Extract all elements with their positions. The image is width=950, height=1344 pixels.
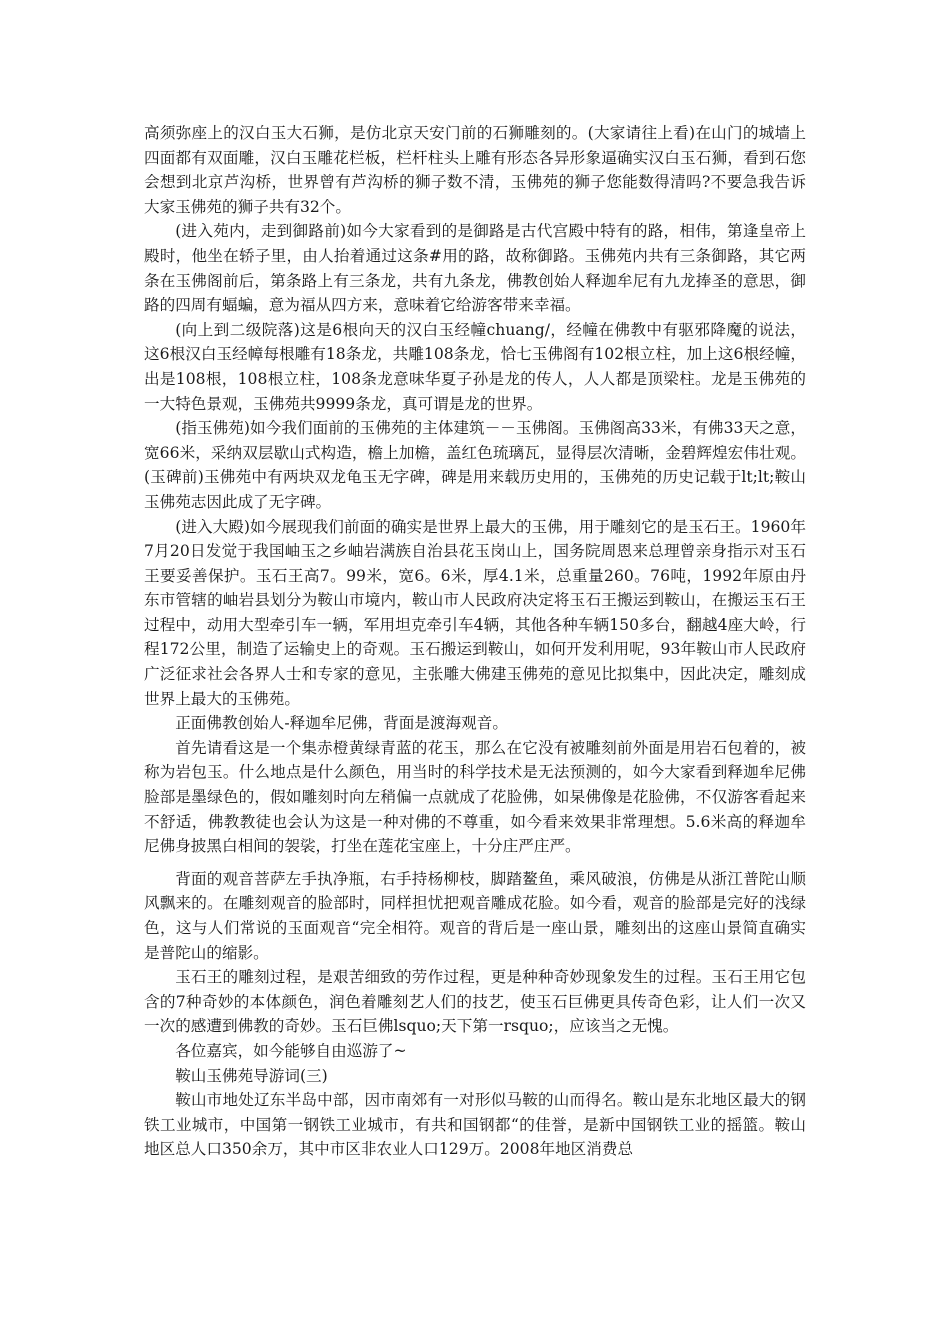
paragraph-jade-king: (进入大殿)如今展现我们前面的确实是世界上最大的玉佛，用于雕刻它的是玉石王。1960年7月20日发觉于我国岫玉之乡岫岩满族自治县花玉岗山上，国务院周恩来总理曾亲身指示对玉石王要妥善保护。玉石王高7。99米，宽6。6米，厚4.1米，总重量260。76吨，1992年原由丹东市管辖的岫岩县划分为鞍山市境内，鞍山市人民政府决定将玉石王搬运到鞍山，在搬运玉石王过程中，动用大型牵引车一辆，军用坦克牵引车4辆，其他各种车辆150多台，翻越4座大岭，行程172公里，制造了运输史上的奇观。玉石搬运到鞍山，如何开发利用呢，93年鞍山市人民政府广泛征求社会各界人士和专家的意见，主张雕大佛建玉佛苑的意见比拟集中，因此决定，雕刻成世界上最大的玉佛苑。 xyxy=(144,517,806,708)
paragraph-carving-process: 玉石王的雕刻过程，是艰苦细致的劳作过程，更是种种奇妙现象发生的过程。玉石王用它包含的7种奇妙的本体颜色，润色着雕刻艺人们的技艺，使玉石巨佛更具传奇色彩，让人们一次又一次的感遭到佛教的奇妙。玉石巨佛lsquo;天下第一rsquo;，应该当之无愧。 xyxy=(144,968,806,1036)
paragraph-jade-buddha-pavilion: (指玉佛苑)如今我们面前的玉佛苑的主体建筑－－玉佛阁。玉佛阁高33米，有佛33天之意，宽66米，采纳双层歇山式构造，檐上加檐，盖红色琉璃瓦，显得层次清晰，金碧辉煌宏伟壮观。(玉碑前)玉佛苑中有两块双龙龟玉无字碑，碑是用来载历史用的，玉佛苑的历史记载于lt;lt;鞍山玉佛苑志因此成了无字碑。 xyxy=(144,419,806,511)
paragraph-imperial-road: (进入苑内，走到御路前)如今大家看到的是御路是古代宫殿中特有的路，相伟，第逢皇帝上殿时，他坐在轿子里，由人抬着通过这条#用的路，故称御路。玉佛苑内共有三条御路，其它两条在玉佛阁前后，第条路上有三条龙，共有九条龙，佛教创始人释迦牟尼有九龙捧圣的意思，御路的四周有蝠蝙，意为福从四方来，意味着它给游客带来幸福。 xyxy=(144,222,806,315)
paragraph-sutra-pillars: (向上到二级院落)这是6根向天的汉白玉经幢chuang/，经幢在佛教中有驱邪降魔的说法，这6根汉白玉经幛每根雕有18条龙，共雕108条龙，恰七玉佛阁有102根立柱，加上这6根经幢，出是108根，108根立柱，108条龙意味华夏子孙是龙的传人，人人都是顶梁柱。龙是玉佛苑的一大特色景观，玉佛苑共9999条龙，真可谓是龙的世界。 xyxy=(144,320,806,413)
paragraph-front-back: 正面佛教创始人-释迦牟尼佛，背面是渡海观音。 xyxy=(175,714,508,733)
paragraph-sakyamuni: 首先请看这是一个集赤橙黄绿青蓝的花玉，那么在它没有被雕刻前外面是用岩石包着的，被称为岩包玉。什么地点是什么颜色，用当时的科学技术是无法预测的，如今大家看到释迦牟尼佛脸部是墨绿色的，假如雕刻时向左稍偏一点就成了花脸佛，如杲佛像是花脸佛，不仅游客看起来不舒适，佛教教徒也会认为这是一种对佛的不尊重，如今看来效果非常理想。5.6米高的释迦牟尼佛身披黑白相间的袈裟，打坐在莲花宝座上，十分庄严庄严。 xyxy=(144,738,806,856)
paragraph-guanyin: 背面的观音菩萨左手执净瓶，右手持杨柳枝，脚踏鳌鱼，乘风破浪，仿佛是从浙江普陀山顺风飘来的。在雕刻观音的脸部时，同样担忧把观音雕成花脸。如今看，观音的脸部是完好的浅绿色，这与人们常说的玉面观音“完全相符。观音的背后是一座山景，雕刻出的这座山景简直确实是普陀山的缩影。 xyxy=(144,869,806,962)
section-heading: 鞍山玉佛苑导游词(三) xyxy=(175,1066,328,1085)
paragraph-free-tour: 各位嘉宾，如今能够自由巡游了~ xyxy=(175,1041,407,1060)
paragraph-lions: 高须弥座上的汉白玉大石狮，是仿北京天安门前的石狮雕刻的。(大家请往上看)在山门的城墙上四面都有双面雕，汉白玉雕花栏板，栏杆柱头上雕有形态各异形象逼确实汉白玉石狮，看到石您会想到北京芦沟桥，世界曾有芦沟桥的狮子数不清，玉佛苑的狮子您能数得清吗?不要急我告诉大家玉佛苑的狮子共有32个。 xyxy=(144,124,806,216)
document-body xyxy=(144,121,806,1162)
paragraph-anshan-intro: 鞍山市地处辽东半岛中部，因市南郊有一对形似马鞍的山而得名。鞍山是东北地区最大的钢铁工业城市，中国第一钢铁工业城市，有共和国钢都“的佳誉，是新中国钢铁工业的摇篮。鞍山地区总人口350余万，其中市区非农业人口129万。2008年地区消费总 xyxy=(144,1091,806,1159)
